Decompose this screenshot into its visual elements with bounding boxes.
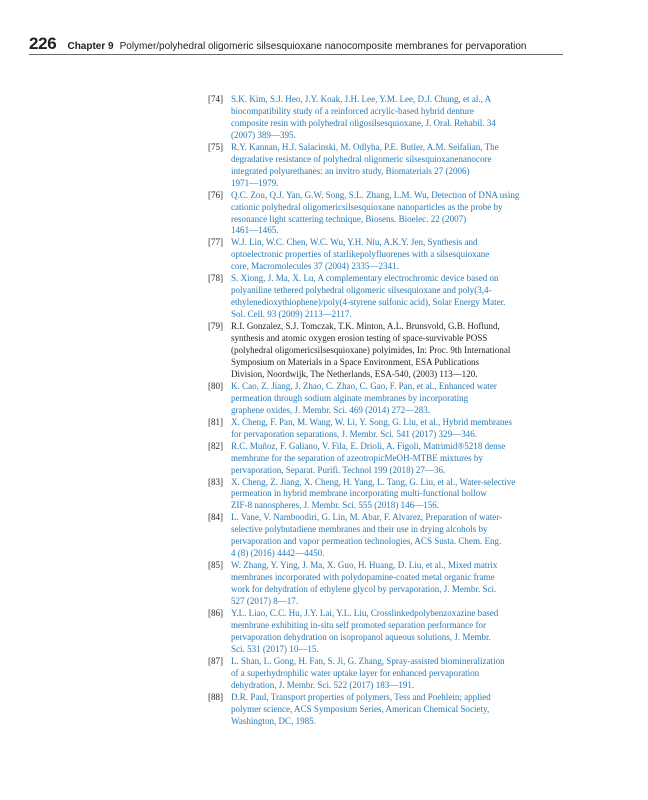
reference-line: pervaporation dehydration on isopropanol aqueous solutions, J. Membr. (231, 631, 491, 642)
reference-number: [81] (208, 416, 224, 427)
reference-line: membrane for the separation of azeotropicMeOH-MTBE mixtures by (231, 452, 483, 463)
reference-link[interactable] (231, 477, 566, 513)
reference-line: resonance light scattering technique, Biosens. Bioelec. 22 (2007) (231, 213, 467, 224)
reference-text (231, 321, 566, 381)
reference-item (208, 142, 566, 190)
reference-line: core, Macromolecules 37 (2004) 2335—2341. (231, 261, 399, 272)
reference-number: [75] (208, 141, 224, 152)
reference-line: L. Shan, L. Gong, H. Fan, S. Ji, G. Zhang, Spray-assisted biomineralization (231, 655, 505, 666)
reference-line: for pervaporation separations, J. Membr. Sci. 541 (2017) 329—346. (231, 428, 477, 439)
reference-item (208, 273, 566, 321)
reference-item (208, 608, 566, 656)
reference-line: R.I. Gonzalez, S.J. Tomczak, T.K. Minton, A.L. Brunsvold, G.B. Hoflund, (231, 321, 500, 332)
reference-line: membranes incorporated with polydopamine-coated metal organic frame (231, 572, 495, 583)
reference-line: W.J. Lin, W.C. Chen, W.C. Wu, Y.H. Niu, A.K.Y. Jen, Synthesis and (231, 237, 478, 248)
reference-number: [84] (208, 512, 224, 523)
reference-line: X. Cheng, F. Pan, M. Wang, W. Li, Y. Song, G. Liu, et al., Hybrid membranes (231, 416, 513, 427)
reference-line: pervaporation, Separat. Purifi. Technol 199 (2018) 27—36. (231, 464, 446, 475)
reference-item (208, 512, 566, 560)
reference-line: optoelectronic properties of starlikepolyfluorenes with a silsesquioxane (231, 249, 490, 260)
reference-item (208, 381, 566, 417)
reference-item (208, 94, 566, 142)
reference-line: S.K. Kim, S.J. Heo, J.Y. Koak, J.H. Lee, Y.M. Lee, D.J. Chung, et al., A (231, 94, 492, 104)
reference-line: Washington, DC, 1985. (231, 715, 316, 726)
reference-line: membrane exhibiting in-situ self promoted separation performance for (231, 619, 486, 630)
reference-line: cationic polyhedral oligomericsilsesquioxane nanoparticles as the probe by (231, 201, 503, 212)
reference-number: [88] (208, 691, 224, 702)
chapter-title: Polymer/polyhedral oligomeric silsesquioxane nanocomposite membranes for pervaporation (119, 41, 527, 52)
reference-line: work for dehydration of ethylene glycol by pervaporation, J. Membr. Sci. (231, 584, 497, 595)
reference-line: R.Y. Kannan, H.J. Salacinski, M. Odlyha, P.E. Butler, A.M. Seifalian, The (231, 141, 499, 152)
reference-link[interactable] (231, 512, 566, 560)
reference-link[interactable] (231, 237, 566, 273)
reference-line: synthesis and atomic oxygen erosion testing of space-survivable POSS (231, 333, 488, 344)
reference-line: Sci. 531 (2017) 10—15. (231, 643, 319, 654)
page-number: 226 (29, 34, 57, 53)
reference-link[interactable] (231, 692, 566, 728)
reference-line: Q.C. Zou, Q.J. Yan, G.W. Song, S.L. Zhang, L.M. Wu, Detection of DNA using (231, 189, 520, 200)
reference-number: [87] (208, 655, 224, 666)
reference-line: (2007) 389—395. (231, 129, 296, 140)
reference-item (208, 321, 566, 381)
reference-line: 4 (8) (2016) 4442—4450. (231, 548, 325, 559)
reference-line: Symposium on Materials in a Space Environment, ESA Publications (231, 356, 480, 367)
reference-number: [80] (208, 380, 224, 391)
reference-item (208, 237, 566, 273)
reference-item (208, 692, 566, 728)
reference-line: degradative resistance of polyhedral oligomeric silsesquioxanenanocore (231, 153, 492, 164)
reference-line: ZIF-8 nanospheres, J. Membr. Sci. 555 (2018) 146—156. (231, 500, 440, 511)
reference-line: polyaniline tethered polyhedral oligomeric silsesquioxane and poly(3,4- (231, 285, 492, 296)
reference-line: selective polybutadiene membranes and their use in drying alcohols by (231, 524, 488, 535)
reference-line: (polyhedral oligomericsilsesquioxane) polyimides, In: Proc. 9th International (231, 345, 511, 356)
reference-list (208, 94, 566, 728)
reference-line: W. Zhang, Y. Ying, J. Ma, X. Guo, H. Huang, D. Liu, et al., Mixed matrix (231, 560, 498, 571)
reference-line: biocompatibility study of a reinforced acrylic-based hybrid denture (231, 105, 474, 116)
reference-link[interactable] (231, 417, 566, 441)
reference-line: 527 (2017) 8—17. (231, 596, 299, 607)
chapter-label: Chapter 9 (67, 41, 114, 52)
reference-line: S. Xiong, J. Ma, X. Lu, A complementary electrochromic device based on (231, 273, 499, 284)
reference-number: [78] (208, 273, 224, 284)
reference-line: Y.L. Liao, C.C. Hu, J.Y. Lai, Y.L. Liu, Crosslinkedpolybenzoxazine based (231, 607, 499, 618)
reference-link[interactable] (231, 608, 566, 656)
reference-number: [79] (208, 321, 224, 332)
reference-line: Sol. Cell. 93 (2009) 2113—2117. (231, 309, 352, 320)
reference-number: [85] (208, 560, 224, 571)
reference-line: permeation through sodium alginate membranes by incorporating (231, 392, 469, 403)
reference-line: integrated polyurethanes: an invitro study, Biomaterials 27 (2006) (231, 165, 470, 176)
reference-item (208, 190, 566, 238)
reference-line: composite resin with polyhedral oligosilsesquioxane, J. Oral. Rehabil. 34 (231, 117, 496, 128)
reference-link[interactable] (231, 656, 566, 692)
reference-line: ethylenedioxythiophene)/poly(4-styrene sulfonic acid), Solar Energy Mater. (231, 297, 506, 308)
reference-line: pervaporation and vapor permeation technologies, ACS Susta. Chem. Eng. (231, 536, 502, 547)
reference-line: permeation in hybrid membrane incorporating multi-functional hollow (231, 488, 487, 499)
reference-number: [76] (208, 189, 224, 200)
reference-line: polymer science, ACS Symposium Series, American Chemical Society, (231, 703, 490, 714)
reference-line: 1971—1979. (231, 177, 279, 188)
reference-item (208, 656, 566, 692)
reference-line: Division, Noordwijk, The Netherlands, ESA-540, (2003) 113—120. (231, 368, 478, 379)
reference-item (208, 417, 566, 441)
reference-line: R.C. Muñoz, F. Galiano, V. Fila, E. Drioli, A. Figoli, Matrimid®5218 dense (231, 440, 506, 451)
reference-line: D.R. Paul, Transport properties of polymers, Tess and Poehlein; applied (231, 691, 491, 702)
reference-line: dehydration, J. Membr. Sci. 522 (2017) 183—191. (231, 679, 415, 690)
reference-link[interactable] (231, 94, 566, 142)
reference-line: K. Cao, Z. Jiang, J. Zhao, C. Zhao, C. Gao, F. Pan, et al., Enhanced water (231, 380, 497, 391)
reference-line: of a superhydrophilic water uptake layer for enhanced pervaporation (231, 667, 480, 678)
reference-item (208, 441, 566, 477)
reference-line: L. Vane, V. Namboodiri, G. Lin, M. Abar, F. Alvarez, Preparation of water- (231, 512, 503, 523)
reference-number: [82] (208, 440, 224, 451)
reference-link[interactable] (231, 142, 566, 190)
reference-number: [86] (208, 607, 224, 618)
reference-item (208, 560, 566, 608)
reference-link[interactable] (231, 560, 566, 608)
reference-line: graphene oxides, J. Membr. Sci. 469 (2014) 272—283. (231, 404, 431, 415)
reference-line: X. Cheng, Z. Jiang, X. Cheng, H. Yang, L. Tang, G. Liu, et al., Water-selective (231, 476, 516, 487)
reference-number: [83] (208, 476, 224, 487)
reference-link[interactable] (231, 381, 566, 417)
reference-link[interactable] (231, 273, 566, 321)
reference-item (208, 477, 566, 513)
running-header (29, 34, 563, 55)
reference-line: 1461—1465. (231, 225, 279, 236)
reference-link[interactable] (231, 190, 566, 238)
reference-number: [74] (208, 94, 224, 104)
reference-link[interactable] (231, 441, 566, 477)
reference-number: [77] (208, 237, 224, 248)
